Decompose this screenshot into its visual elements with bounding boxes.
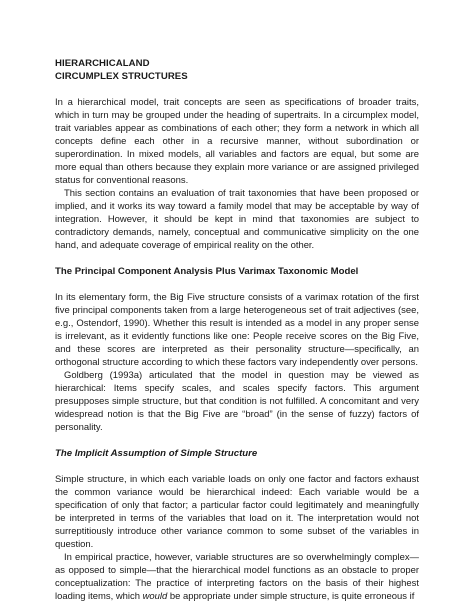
document-page: [55, 57, 419, 603]
section-title: [55, 57, 419, 83]
paragraph-text-start: In empirical practice, however, variable structures are so overwhelmingly complex—as opposed to simple—that the hierarchical model functions as an obstacle to proper conceptualization: The practice of interpreting factors on the basis of their highest loading items, which: [55, 552, 419, 602]
emphasized-word: would: [142, 591, 168, 602]
intro-paragraph-1: In a hierarchical model, trait concepts are seen as specifications of broader traits, which in turn may be grouped under the heading of supertraits. In a circumplex model, trait variables appear as combinations of each other; they form a network in which all concepts define each other in a recursive manner, without subordination or superordination. In mixed models, all variables and factors are equal, but some are more equal than others because they explain more variance or are assigned privileged status for conventional reasons.: [55, 97, 419, 186]
varimax-paragraph-1: In its elementary form, the Big Five structure consists of a varimax rotation of the first five principal components taken from a large heterogeneous set of trait adjectives (see, e.g., Ostendorf, 1990). Whether this result is intended as a model in any proper sense is irrelevant, as it evidently functions like one: People receive scores on the Big Five, and these scores are interpreted as their personality structure—specifically, an orthogonal structure according to which these factors vary independently over persons.: [55, 292, 419, 368]
subsection-heading-varimax: The Principal Component Analysis Plus Varimax Taxonomic Model: [55, 266, 359, 277]
intro-paragraph-2: This section contains an evaluation of trait taxonomies that have been proposed or implied, and it works its way toward a family model that may be acceptable by way of integration. However, it should be kept in mind that taxonomies are subject to contradictory demands, namely, conceptual and communicative simplicity on the one hand, and adequate coverage of empirical reality on the other.: [55, 188, 419, 251]
section-title-line-2: CIRCUMPLEX STRUCTURES: [55, 71, 188, 82]
simple-structure-paragraph-2: [55, 551, 419, 603]
varimax-paragraph-2: Goldberg (1993a) articulated that the model in question may be viewed as hierarchical: Items specify scales, and scales specify factors. This argument presupposes simple structure, but that condition is not fulfilled. A concomitant and very widespread notion is that the Big Five are “broad” (in the sense of fuzzy) factors of personality.: [55, 370, 419, 433]
paragraph-text-end: be appropriate under simple structure, is quite erroneous if: [167, 591, 415, 602]
simple-structure-paragraph-1: Simple structure, in which each variable loads on only one factor and factors exhaust the common variance would be hierarchical indeed: Each variable would be a specification of only that factor; a particular factor could legitimately and meaningfully be interpreted in terms of the variables that load on it. The interpretation would not surreptitiously introduce other variance common to some subset of the variables in question.: [55, 474, 419, 550]
section-title-line-1: HIERARCHICALAND: [55, 58, 150, 69]
subsection-heading-simple-structure: The Implicit Assumption of Simple Structure: [55, 448, 258, 459]
